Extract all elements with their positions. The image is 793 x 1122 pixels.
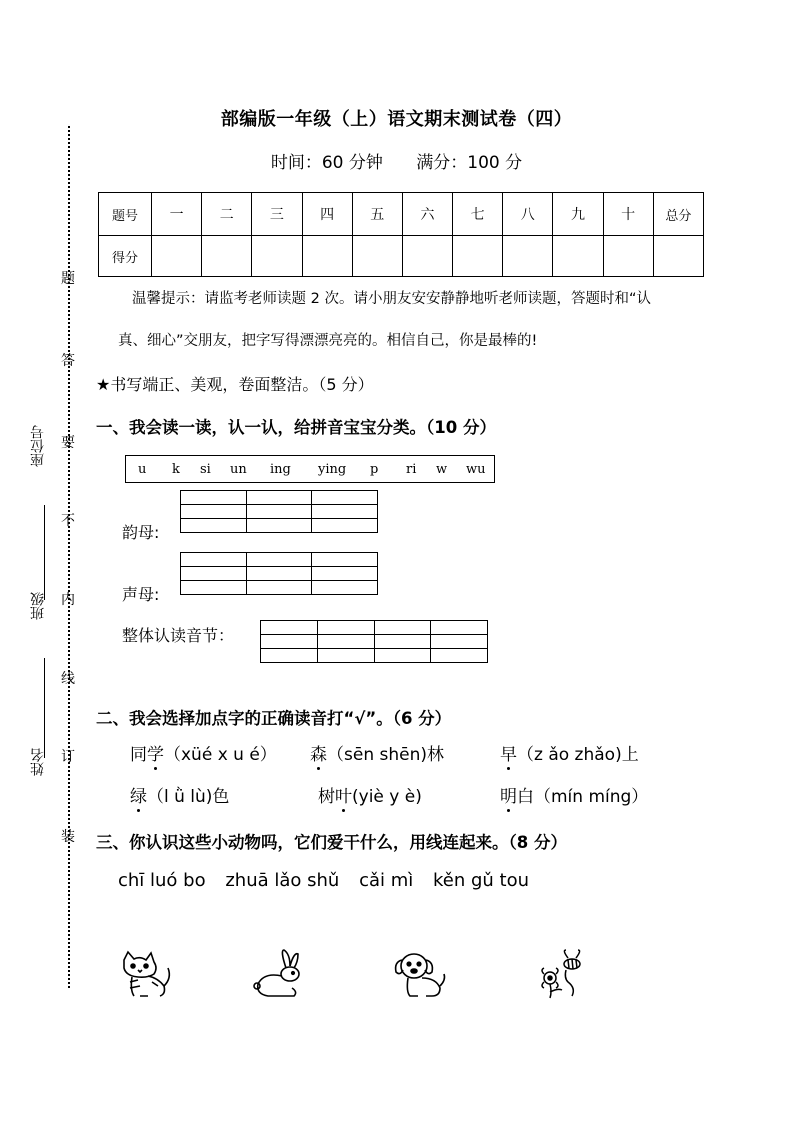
dog-icon[interactable] — [392, 948, 448, 1000]
score-table — [98, 192, 704, 277]
pinyin-item: w — [436, 462, 448, 477]
score-cell[interactable] — [152, 236, 202, 277]
bee-flower-icon[interactable] — [536, 948, 588, 1000]
section-1-title: 一、我会读一读，认一认，给拼音宝宝分类。（10 分） — [96, 418, 496, 437]
score-cell[interactable] — [202, 236, 252, 277]
dotted-char: 学 — [147, 745, 164, 765]
score-cell-total[interactable] — [653, 236, 703, 277]
column-header: 十 — [603, 193, 653, 236]
pinyin-phrase[interactable]: chī luó bo — [118, 870, 206, 891]
rabbit-icon[interactable] — [250, 948, 306, 1000]
pinyin-item: ri — [406, 462, 417, 477]
exam-subtitle — [0, 148, 793, 173]
shengmu-label: 声母: — [122, 585, 160, 604]
margin-char: 答 — [61, 353, 75, 369]
name-blank[interactable] — [44, 658, 45, 758]
class-blank[interactable] — [44, 505, 45, 600]
class-label: 班级 — [30, 592, 46, 620]
dotted-char: 绿 — [130, 787, 147, 807]
pinyin-item: u — [138, 462, 147, 477]
reading-item: 明白（mín míng） — [500, 787, 649, 807]
score-cell[interactable] — [402, 236, 452, 277]
score-cell[interactable] — [603, 236, 653, 277]
reading-item: 森（sēn shēn)林 — [310, 745, 444, 765]
dotted-char: 早 — [500, 745, 517, 765]
section-3-title: 三、你认识这些小动物吗，它们爱干什么，用线连起来。（8 分） — [96, 833, 567, 852]
column-header-total: 总分 — [653, 193, 703, 236]
time-limit: 时间：60 分钟 — [270, 153, 383, 173]
section-2-title: 二、我会选择加点字的正确读音打“√”。（6 分） — [96, 709, 452, 728]
pinyin-item: si — [200, 462, 211, 477]
pinyin-box — [125, 455, 495, 483]
score-cell[interactable] — [352, 236, 402, 277]
reading-item: 树叶(yiè y è) — [318, 787, 422, 807]
score-cell[interactable] — [503, 236, 553, 277]
margin-char: 题 — [61, 271, 75, 287]
score-cell[interactable] — [302, 236, 352, 277]
zhengti-writing-grid[interactable] — [260, 620, 488, 663]
exam-title: 部编版一年级（上）语文期末测试卷（四） — [220, 109, 573, 130]
column-header: 七 — [453, 193, 503, 236]
seat-number-label: 座位号 — [30, 425, 46, 467]
pinyin-item: p — [370, 462, 379, 477]
yunmu-label: 韵母: — [122, 523, 160, 542]
pinyin-item: ying — [318, 462, 347, 477]
section-3-pinyin-row — [118, 870, 543, 891]
binding-dotted-line — [68, 126, 70, 988]
dotted-char: 叶 — [335, 787, 352, 807]
score-cell[interactable] — [453, 236, 503, 277]
column-header: 二 — [202, 193, 252, 236]
pinyin-phrase[interactable]: kěn gǔ tou — [432, 870, 530, 891]
row-label-number: 题号 — [99, 193, 152, 236]
pinyin-item: ing — [270, 462, 291, 477]
tip-line-1: 温馨提示：请监考老师读题 2 次。请小朋友安安静静地听老师读题，答题时和“认 — [132, 291, 651, 307]
margin-char: 不 — [61, 513, 75, 529]
score-cell[interactable] — [553, 236, 603, 277]
column-header: 一 — [152, 193, 202, 236]
dotted-char: 明 — [500, 787, 517, 807]
reading-item: 绿（l ǜ lù)色 — [130, 787, 230, 807]
dotted-char: 森 — [310, 745, 327, 765]
yunmu-writing-grid[interactable] — [180, 490, 378, 533]
margin-char: 装 — [61, 829, 75, 845]
margin-char: 内 — [61, 592, 75, 608]
margin-char: 要 — [61, 435, 75, 451]
column-header: 三 — [252, 193, 302, 236]
margin-char: 线 — [61, 671, 75, 687]
pinyin-item: k — [172, 462, 180, 477]
full-score: 满分：100 分 — [416, 153, 523, 173]
column-header: 八 — [503, 193, 553, 236]
zhengti-label: 整体认读音节： — [122, 626, 235, 645]
margin-char: 订 — [61, 749, 75, 765]
tip-line-2: 真、细心”交朋友，把字写得漂漂亮亮的。相信自己，你是最棒的! — [118, 333, 538, 349]
score-cell[interactable] — [252, 236, 302, 277]
pinyin-phrase[interactable]: zhuā lǎo shǔ — [225, 870, 340, 891]
pinyin-item: un — [230, 462, 247, 477]
column-header: 九 — [553, 193, 603, 236]
handwriting-item: ★书写端正、美观，卷面整洁。（5 分） — [96, 375, 374, 394]
pinyin-phrase[interactable]: cǎi mì — [359, 870, 414, 891]
name-label: 姓名 — [30, 748, 46, 776]
reading-item: 早（z ǎo zhǎo)上 — [500, 745, 639, 765]
row-label-score: 得分 — [99, 236, 152, 277]
column-header: 四 — [302, 193, 352, 236]
cat-icon[interactable] — [118, 950, 174, 1000]
pinyin-item: wu — [466, 462, 486, 477]
column-header: 六 — [402, 193, 452, 236]
reading-item: 同学（xüé x u é） — [130, 745, 277, 765]
shengmu-writing-grid[interactable] — [180, 552, 378, 595]
column-header: 五 — [352, 193, 402, 236]
